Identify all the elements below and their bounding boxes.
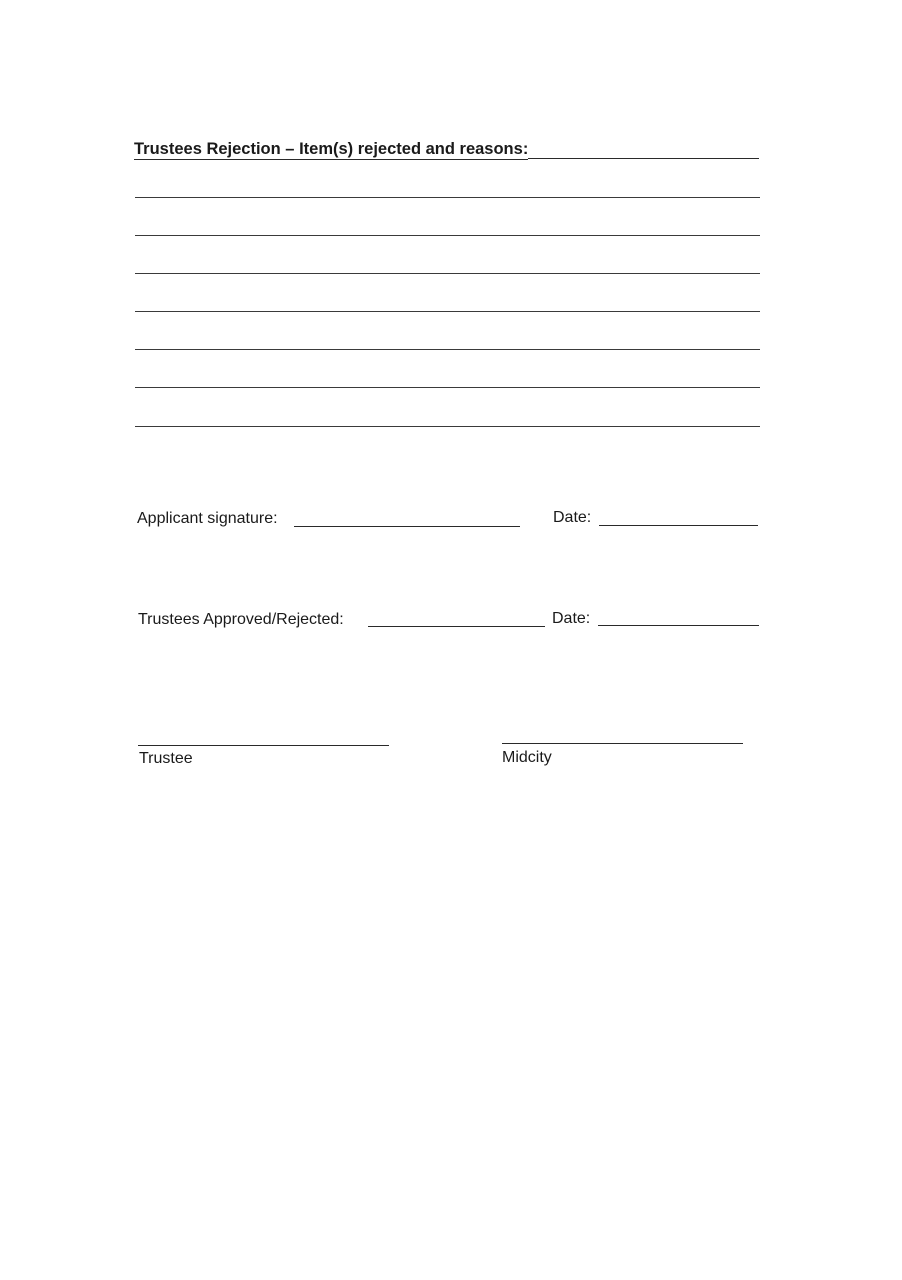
trustee-signature-field[interactable] <box>138 745 389 746</box>
reason-line[interactable] <box>135 273 760 274</box>
rejection-heading-underline <box>528 158 759 159</box>
reason-line[interactable] <box>135 387 760 388</box>
reason-line[interactable] <box>135 349 760 350</box>
applicant-signature-label: Applicant signature: <box>137 510 278 527</box>
midcity-signature-field[interactable] <box>502 743 743 744</box>
reason-line[interactable] <box>135 197 760 198</box>
applicant-signature-field[interactable] <box>294 526 520 527</box>
trustees-date-field[interactable] <box>598 625 759 626</box>
trustees-decision-field[interactable] <box>368 626 545 627</box>
rejection-heading-row <box>134 140 759 160</box>
reason-line[interactable] <box>135 311 760 312</box>
reason-line[interactable] <box>135 235 760 236</box>
reason-line[interactable] <box>135 426 760 427</box>
applicant-date-label: Date: <box>553 509 592 526</box>
rejection-heading: Trustees Rejection – Item(s) rejected and reasons: <box>134 140 529 158</box>
trustees-decision-label: Trustees Approved/Rejected: <box>138 611 344 628</box>
applicant-date-field[interactable] <box>599 525 758 526</box>
trustee-signature-caption: Trustee <box>139 750 193 767</box>
trustees-date-label: Date: <box>552 610 591 627</box>
midcity-signature-caption: Midcity <box>502 749 552 766</box>
